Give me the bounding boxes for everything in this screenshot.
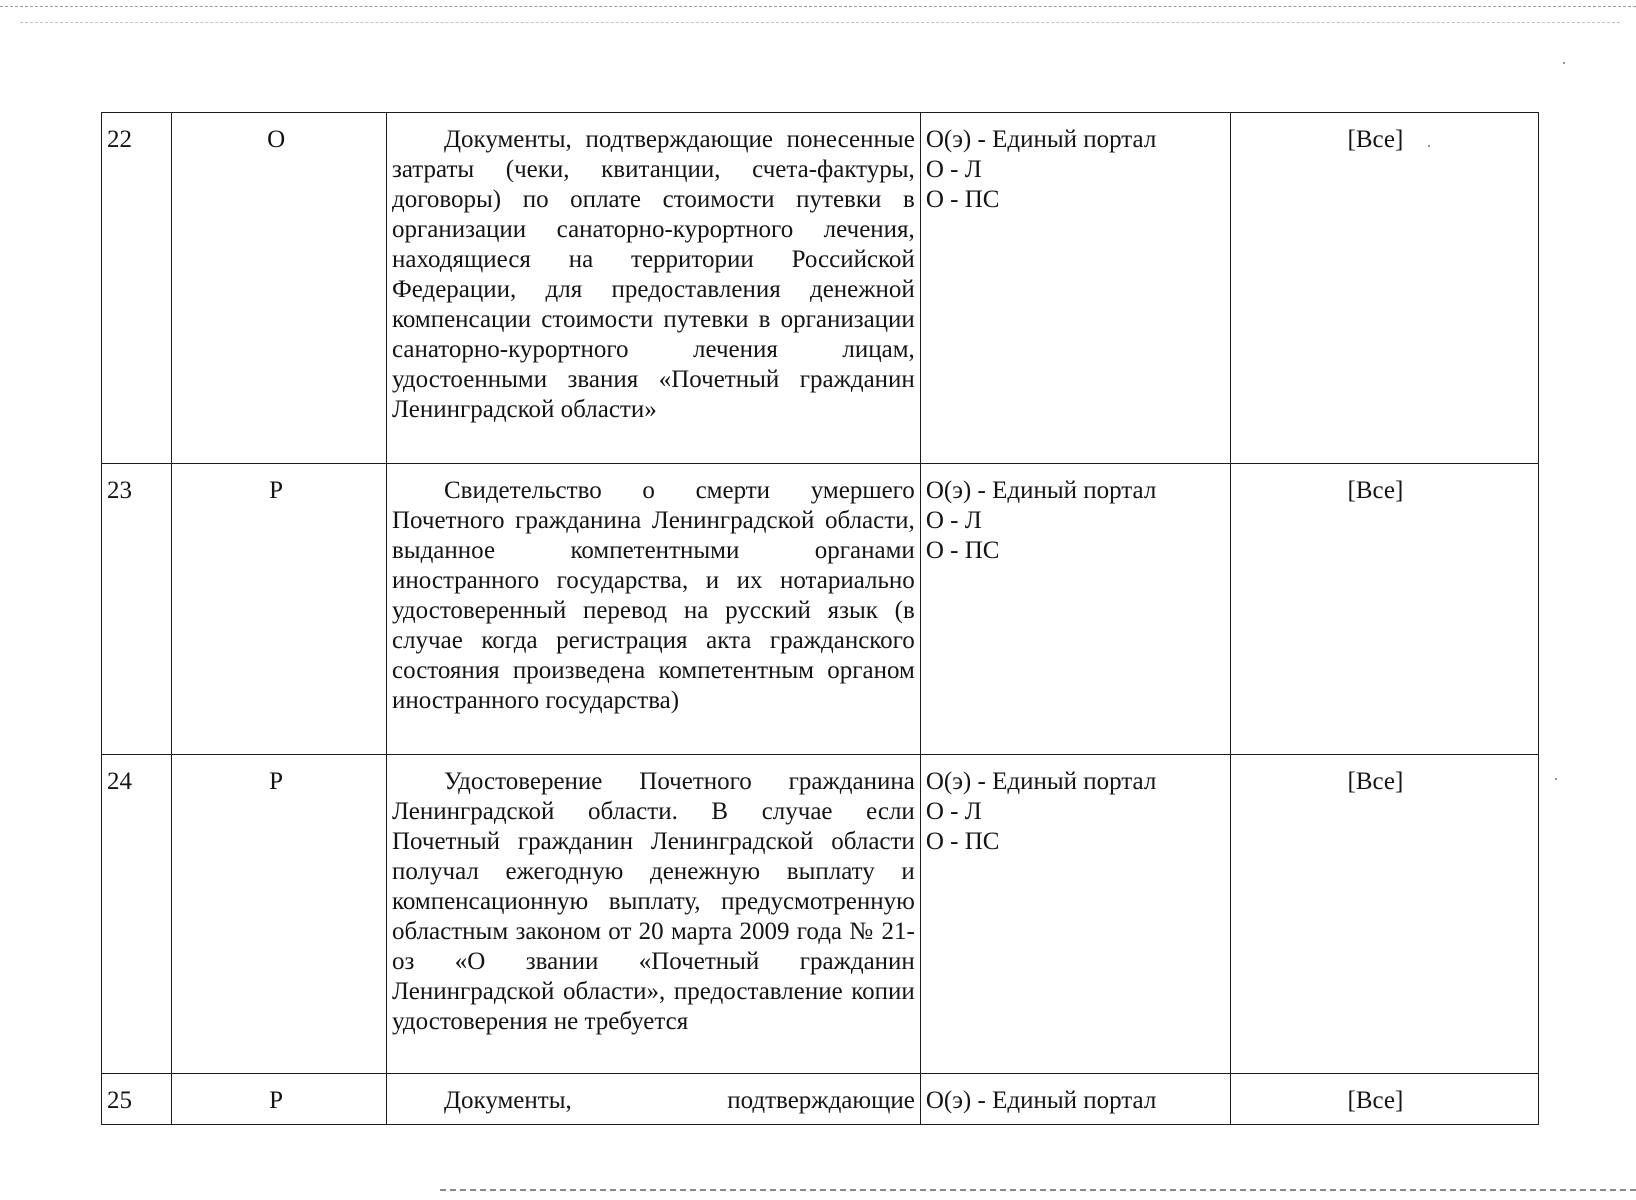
row-number-cell	[102, 464, 172, 755]
category-cell	[1230, 1074, 1538, 1125]
row-code-cell	[172, 755, 387, 1074]
submission-ways-list	[921, 464, 1230, 566]
submission-ways-cell	[920, 1074, 1230, 1125]
submission-way: О - Л	[925, 507, 982, 534]
row-number: 25	[107, 1087, 132, 1114]
table-row	[102, 464, 1539, 755]
document-cell	[386, 1074, 920, 1125]
submission-way: О(э) - Единый портал	[925, 768, 1157, 795]
category-value: [Все]	[1347, 477, 1404, 504]
submission-ways-cell	[920, 755, 1230, 1074]
row-number: 23	[107, 477, 132, 504]
document-cell	[386, 113, 920, 464]
scan-artifact-top-2	[20, 22, 1620, 23]
table-row	[102, 113, 1539, 464]
category-value: [Все]	[1347, 126, 1404, 153]
row-number-cell	[102, 1074, 172, 1125]
document-cell	[386, 755, 920, 1074]
submission-way: О(э) - Единый портал	[925, 126, 1157, 153]
category-cell	[1230, 755, 1538, 1074]
document-description: Документы, подтверждающие понесенные затраты (чеки, квитанции, счета-фактуры, договоры) по оплате стоимости путевки в организации санаторно-курортного лечения, находящиеся на территории Российской Федерации, для предоставления денежной компенсации стоимости путевки в организации санаторно-курортного лечения лицам, удостоенными звания «Почетный гражданин Ленинградской области»	[391, 126, 915, 423]
scan-speck	[1563, 62, 1565, 64]
submission-way: О - ПС	[925, 828, 1000, 855]
table-row	[102, 755, 1539, 1074]
row-number-cell	[102, 113, 172, 464]
table-row	[102, 1074, 1539, 1125]
row-code: О	[267, 126, 286, 153]
row-code: Р	[269, 477, 284, 504]
submission-way: О - ПС	[925, 537, 1000, 564]
documents-table	[101, 112, 1539, 1125]
category-value: [Все]	[1347, 768, 1404, 795]
document-cell	[386, 464, 920, 755]
row-code-cell	[172, 464, 387, 755]
document-description: Удостоверение Почетного гражданина Ленинградской области. В случае если Почетный гражданин Ленинградской области получал ежегодную денежную выплату и компенсационную выплату, предусмотренную областным законом от 20 марта 2009 года № 21-оз «О звании «Почетный гражданин Ленинградской области», предоставление копии удостоверения не требуется	[391, 768, 915, 1035]
row-code: Р	[269, 1087, 284, 1114]
scan-speck	[1555, 778, 1557, 780]
submission-way: О(э) - Единый портал	[925, 1087, 1157, 1114]
submission-ways-list	[921, 113, 1230, 215]
submission-ways-list	[921, 755, 1230, 857]
submission-ways-list	[921, 1074, 1230, 1116]
row-code-cell	[172, 1074, 387, 1125]
row-code-cell	[172, 113, 387, 464]
document-description: Свидетельство о смерти умершего Почетного гражданина Ленинградской области, выданное компетентными органами иностранного государства, и их нотариально удостоверенный перевод на русский язык (в случае когда регистрация акта гражданского состояния произведена компетентным органом иностранного государства)	[391, 477, 915, 714]
submission-way: О - ПС	[925, 186, 1000, 213]
category-cell	[1230, 113, 1538, 464]
scan-artifact-bottom	[440, 1189, 1636, 1191]
row-number: 24	[107, 768, 132, 795]
row-number-cell	[102, 755, 172, 1074]
submission-way: О - Л	[925, 156, 982, 183]
category-value: [Все]	[1347, 1087, 1404, 1114]
submission-way: О - Л	[925, 798, 982, 825]
submission-ways-cell	[920, 464, 1230, 755]
submission-ways-cell	[920, 113, 1230, 464]
scan-artifact-top	[0, 6, 1636, 7]
document-description: Документы, подтверждающие	[443, 1087, 915, 1114]
category-cell	[1230, 464, 1538, 755]
submission-way: О(э) - Единый портал	[925, 477, 1157, 504]
row-code: Р	[269, 768, 284, 795]
row-number: 22	[107, 126, 132, 153]
